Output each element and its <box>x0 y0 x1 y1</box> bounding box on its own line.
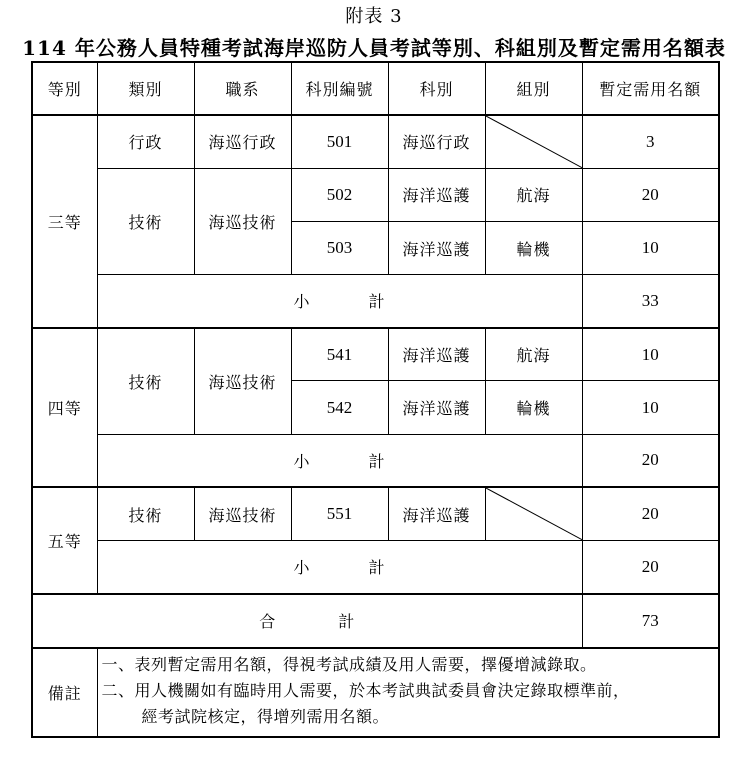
series-cell: 海巡技術 <box>194 168 291 274</box>
quota-cell: 10 <box>582 381 719 434</box>
table-row <box>32 115 719 168</box>
caption: 附表 3 <box>345 6 403 27</box>
subtotal-row <box>32 275 719 328</box>
table-row <box>32 487 719 540</box>
group-cell: 輪機 <box>485 381 582 434</box>
group-cell-empty <box>485 115 582 168</box>
category-cell: 技術 <box>97 487 194 540</box>
subtotal-row <box>32 540 719 593</box>
subtotal-label: 小 計 <box>97 540 582 593</box>
subject-cell: 海巡行政 <box>388 115 485 168</box>
subject-cell: 海洋巡護 <box>388 328 485 381</box>
header-group: 組別 <box>485 62 582 115</box>
header-subject-code: 科別編號 <box>291 62 388 115</box>
subtotal-label: 小 計 <box>97 434 582 487</box>
code-cell: 502 <box>291 168 388 221</box>
grade-3-cell: 三等 <box>32 115 97 328</box>
note-line-3: 經考試院核定，得增列需用名額。 <box>141 706 390 726</box>
code-cell: 503 <box>291 221 388 274</box>
quota-cell: 20 <box>582 168 719 221</box>
quota-cell: 10 <box>582 328 719 381</box>
total-label: 合 計 <box>32 594 582 648</box>
code-cell: 551 <box>291 487 388 540</box>
category-cell: 行政 <box>97 115 194 168</box>
category-cell: 技術 <box>97 328 194 434</box>
table-row <box>32 328 719 381</box>
subtotal-label: 小 計 <box>97 275 582 328</box>
series-cell: 海巡技術 <box>194 487 291 540</box>
quota-cell: 20 <box>582 487 719 540</box>
group-cell: 航海 <box>485 328 582 381</box>
table-row <box>32 168 719 221</box>
notes-row <box>32 648 719 737</box>
subtotal-value: 33 <box>582 275 719 328</box>
quota-cell: 3 <box>582 115 719 168</box>
diagonal-line <box>486 116 582 168</box>
quota-cell: 10 <box>582 221 719 274</box>
group-cell-empty <box>485 487 582 540</box>
note-line-2: 二、用人機關如有臨時用人需要，於本考試典試委員會決定錄取標準前， <box>101 680 630 700</box>
quota-table <box>31 61 720 738</box>
subject-cell: 海洋巡護 <box>388 168 485 221</box>
header-category: 類別 <box>97 62 194 115</box>
total-value: 73 <box>582 594 719 648</box>
subject-cell: 海洋巡護 <box>388 487 485 540</box>
series-cell: 海巡行政 <box>194 115 291 168</box>
header-row <box>32 62 719 115</box>
grade-4-cell: 四等 <box>32 328 97 487</box>
total-row <box>32 594 719 648</box>
subject-cell: 海洋巡護 <box>388 381 485 434</box>
code-cell: 541 <box>291 328 388 381</box>
series-cell: 海巡技術 <box>194 328 291 434</box>
category-cell: 技術 <box>97 168 194 274</box>
code-cell: 542 <box>291 381 388 434</box>
diagonal-line <box>486 488 582 540</box>
page-title: 114 年公務人員特種考試海岸巡防人員考試等別、科組別及暫定需用名額表 <box>22 36 726 60</box>
group-cell: 輪機 <box>485 221 582 274</box>
header-quota: 暫定需用名額 <box>582 62 719 115</box>
subtotal-value: 20 <box>582 540 719 593</box>
code-cell: 501 <box>291 115 388 168</box>
group-cell: 航海 <box>485 168 582 221</box>
notes-content <box>97 648 719 737</box>
subtotal-row <box>32 434 719 487</box>
grade-5-cell: 五等 <box>32 487 97 593</box>
subtotal-value: 20 <box>582 434 719 487</box>
header-series: 職系 <box>194 62 291 115</box>
header-subject: 科別 <box>388 62 485 115</box>
notes-label: 備註 <box>32 648 97 737</box>
note-line-1: 一、表列暫定需用名額，得視考試成績及用人需要，擇優增減錄取。 <box>101 654 597 674</box>
header-grade: 等別 <box>32 62 97 115</box>
subject-cell: 海洋巡護 <box>388 221 485 274</box>
